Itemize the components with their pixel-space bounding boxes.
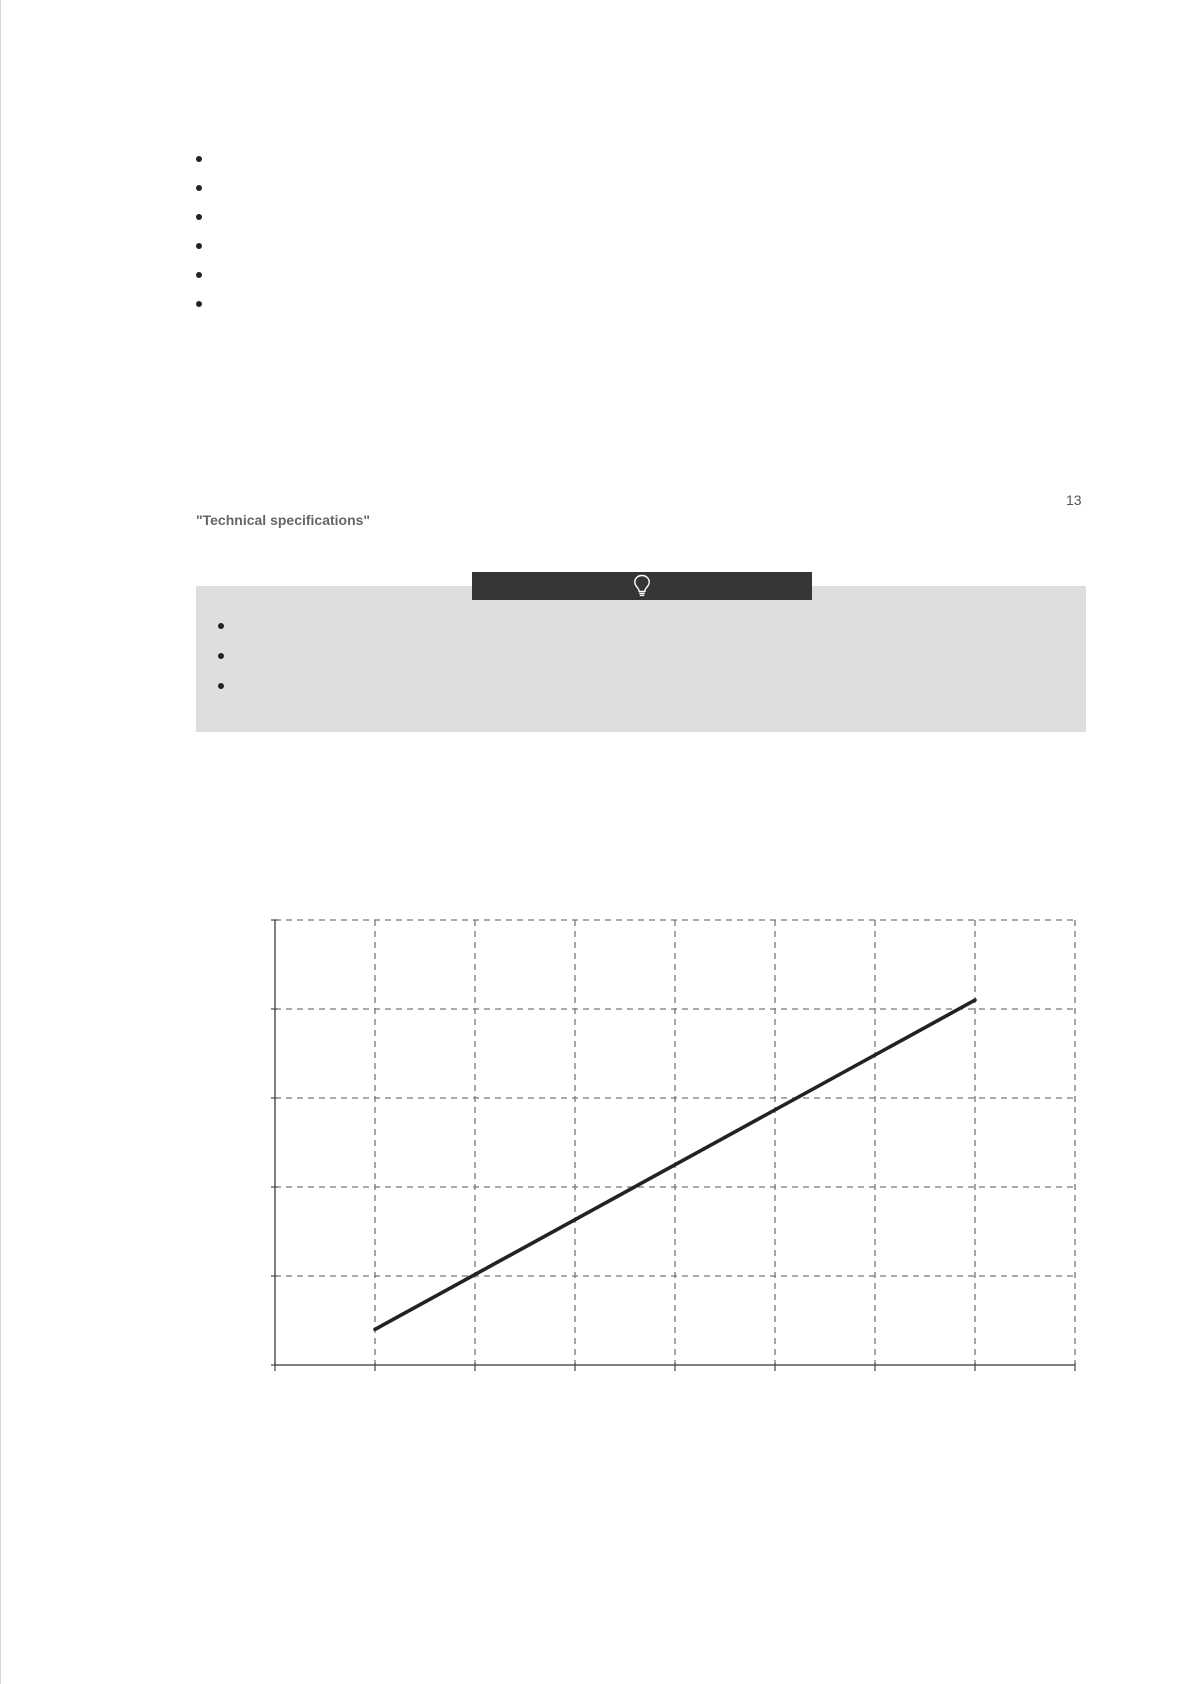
lightbulb-icon [633, 574, 651, 598]
page-number: 13 [1066, 492, 1082, 508]
tip-panel [196, 586, 1086, 732]
page-left-edge [0, 0, 1, 1684]
line-chart [260, 905, 1090, 1375]
series-line [375, 1000, 975, 1329]
section-reference: "Technical specifications" [196, 512, 371, 528]
tip-header [472, 572, 812, 600]
